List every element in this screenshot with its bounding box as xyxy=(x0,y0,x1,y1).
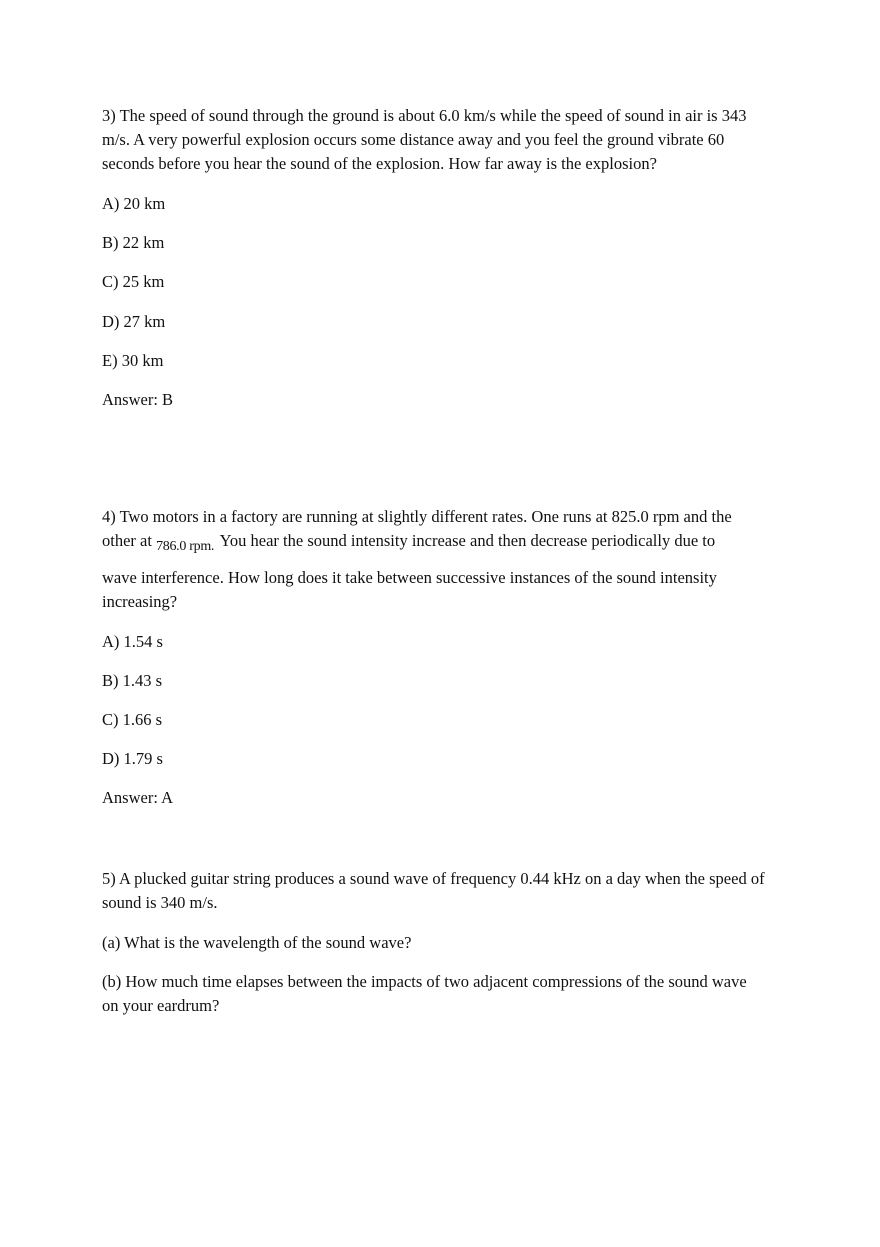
question-5-part-b: (b) How much time elapses between the impacts of two adjacent compressions of the sound wave on your eardrum? xyxy=(102,972,747,1015)
question-3-option-b: B) 22 km xyxy=(102,233,165,252)
question-3-option-c: C) 25 km xyxy=(102,272,165,291)
question-4-text xyxy=(102,505,767,555)
question-3-option-e: E) 30 km xyxy=(102,351,164,370)
question-4-option-b: B) 1.43 s xyxy=(102,671,163,690)
question-5-part-a: (a) What is the wavelength of the sound wave? xyxy=(102,933,412,952)
question-3-option-d: D) 27 km xyxy=(102,312,166,331)
question-4-option-d: D) 1.79 s xyxy=(102,749,163,768)
question-4-text-continued: wave interference. How long does it take between successive instances of the sound intensity increasing? xyxy=(102,568,717,611)
question-4-option-a: A) 1.54 s xyxy=(102,632,163,651)
question-4-inline-value: 786.0 rpm. xyxy=(156,539,215,554)
question-5-text: 5) A plucked guitar string produces a sound wave of frequency 0.44 kHz on a day when the speed of sound is 340 m/s. xyxy=(102,869,765,912)
question-4-text-part2: You hear the sound intensity increase and then decrease periodically due to xyxy=(219,531,716,550)
question-4-option-c: C) 1.66 s xyxy=(102,710,163,729)
question-3-text: 3) The speed of sound through the ground is about 6.0 km/s while the speed of sound in air is 343 m/s. A very powerful explosion occurs some distance away and you feel the ground vibrate 60 seconds before you hear the sound of the explosion. How far away is the explosion? xyxy=(102,106,747,173)
question-3-answer: Answer: B xyxy=(102,390,174,409)
question-4-answer: Answer: A xyxy=(102,788,174,807)
question-3-option-a: A) 20 km xyxy=(102,194,166,213)
question-4-text-part1: 4) Two motors in a factory are running at slightly different rates. One runs at 825.0 rpm and the other at xyxy=(102,507,732,550)
